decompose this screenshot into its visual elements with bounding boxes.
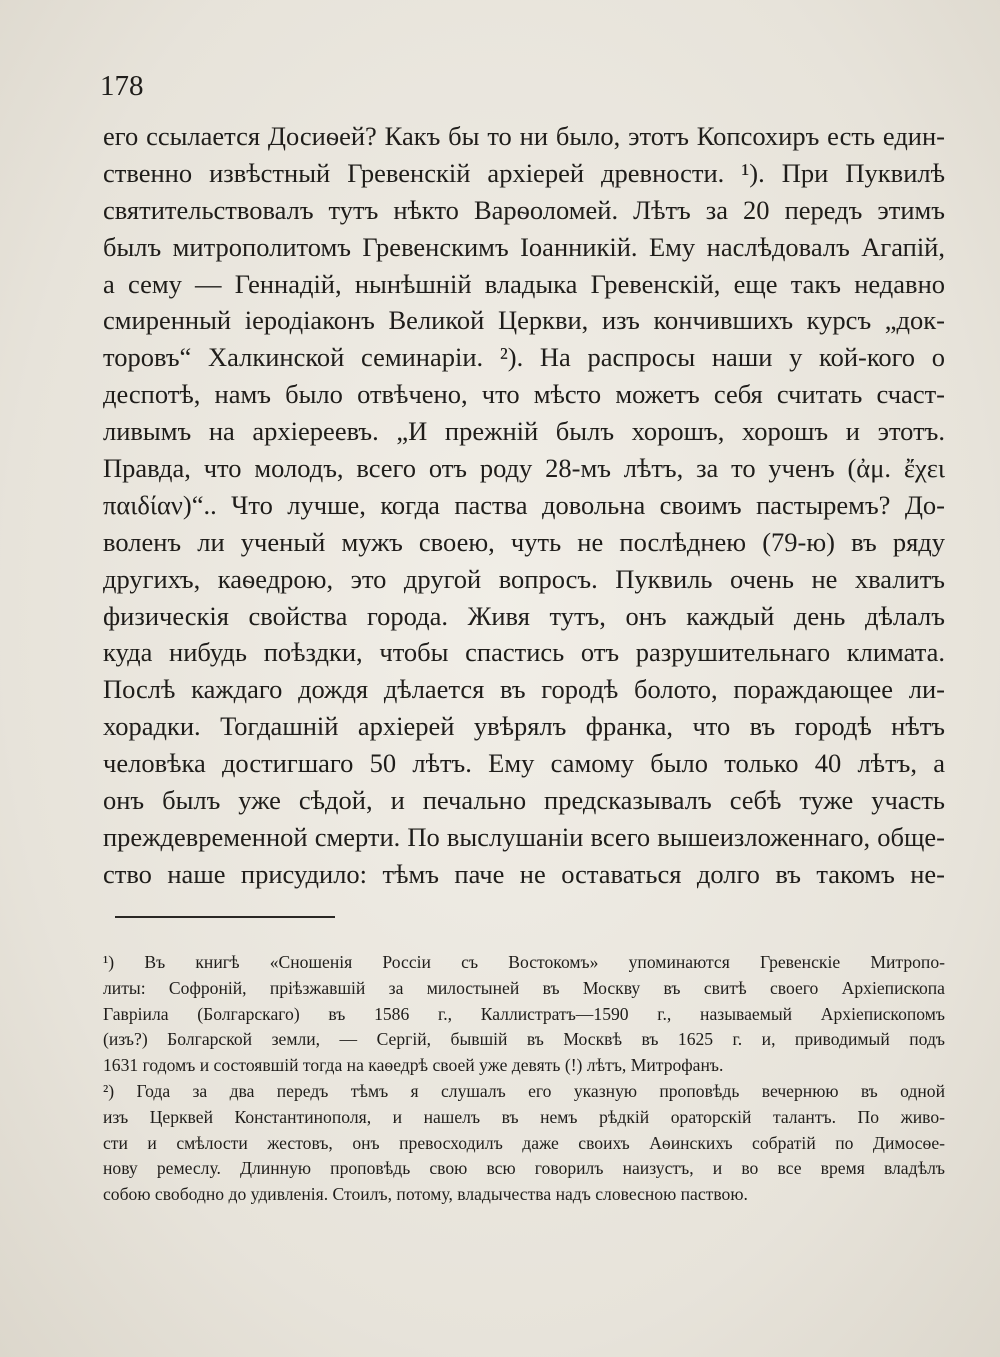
footnote-line: ²) Года за два передъ тѣмъ я слушалъ его указную проповѣдь вечернюю въ одной	[103, 1080, 945, 1101]
footnote-2	[103, 1079, 945, 1208]
text-line: а сему — Геннадій, нынѣшній владыка Гревенскій, еще такъ недавно	[103, 268, 945, 299]
footnote-line: 1631 годомъ и состоявшій тогда на каѳедрѣ своей уже девять (!) лѣтъ, Митрофанъ.	[103, 1055, 724, 1076]
text-line: куда нибудь поѣздки, чтобы спастись отъ разрушительнаго климата.	[103, 637, 945, 668]
footnote-line: ¹) Въ книгѣ «Сношенія Россіи съ Востокомъ» упоминаются Гревенскіе Митропо-	[103, 952, 945, 972]
main-text	[103, 118, 945, 893]
footnote-line: Гавріила (Болгарскаго) въ 1586 г., Каллистратъ—1590 г., называемый Архіепископомъ	[103, 1003, 945, 1024]
text-line: воленъ ли ученый мужъ своею, чуть не послѣднею (79-ю) въ ряду	[103, 526, 945, 557]
text-line: ливымъ на архіереевъ. „И прежній былъ хорошъ, хорошъ и этотъ.	[103, 416, 945, 447]
text-line: физическія свойства города. Живя тутъ, онъ каждый день дѣлалъ	[103, 600, 945, 631]
text-line: деспотѣ, намъ было отвѣчено, что мѣсто можетъ себя считать счаст-	[103, 379, 945, 410]
text-line: преждевременной смерти. По выслушаніи всего вышеизложеннаго, обще-	[103, 821, 945, 852]
footnote-separator	[115, 916, 335, 918]
text-line: былъ митрополитомъ Гревенскимъ Іоанникій. Ему наслѣдовалъ Агапій,	[103, 231, 945, 262]
footnote-line: нову ремеслу. Длинную проповѣдь свою всю говорилъ наизустъ, и во все время владѣлъ	[103, 1158, 945, 1179]
text-line: ство наше присудило: тѣмъ паче не оставаться долго въ такомъ не-	[103, 858, 945, 889]
text-line: Послѣ каждаго дождя дѣлается въ городѣ болото, пораждающее ли-	[103, 674, 945, 705]
text-line: другихъ, каѳедрою, это другой вопросъ. Пуквиль очень не хвалитъ	[103, 563, 945, 594]
text-line: человѣка достигшаго 50 лѣтъ. Ему самому было только 40 лѣтъ, а	[103, 748, 945, 779]
footnote-line: литы: Софроній, пріѣзжавшій за милостыней въ Москву въ свитѣ своего Архіепископа	[103, 977, 945, 998]
footnote-line: изъ Церквей Константинополя, и нашелъ въ немъ рѣдкій ораторскій талантъ. По живо-	[103, 1106, 945, 1127]
footnote-line: (изъ?) Болгарской земли, — Сергій, бывшій въ Москвѣ въ 1625 г. и, приводимый подъ	[103, 1029, 945, 1050]
text-line: его ссылается Досиѳей? Какъ бы то ни было, этотъ Копсохиръ есть един-	[103, 121, 945, 151]
text-line: торовъ“ Халкинской семинаріи. ²). На распросы наши у кой-кого о	[103, 342, 945, 373]
footnote-1	[103, 950, 945, 1079]
text-line: παιδίαν)“.. Что лучше, когда паства довольна своимъ пастыремъ? До-	[103, 489, 945, 520]
footnote-line: собою свободно до удивленія. Стоилъ, потому, владычества надъ словесною паствою.	[103, 1184, 748, 1205]
page-number: 178	[100, 70, 144, 102]
footnote-line: сти и смѣлости жестовъ, онъ превосходилъ даже своихъ Аѳинскихъ собратій по Димосѳе-	[103, 1132, 945, 1153]
text-line: онъ былъ уже сѣдой, и печально предсказывалъ себѣ туже участь	[103, 785, 945, 816]
text-line: Правда, что молодъ, всего отъ роду 28-мъ лѣтъ, за то ученъ (ἀμ. ἔχει	[103, 453, 945, 484]
text-line: святительствовалъ тутъ нѣкто Варѳоломей. Лѣтъ за 20 передъ этимъ	[103, 194, 945, 225]
footnotes	[103, 950, 945, 1208]
text-line: хорадки. Тогдашній архіерей увѣрялъ франка, что въ городѣ нѣтъ	[103, 711, 945, 742]
text-line: ственно извѣстный Гревенскій архіерей древности. ¹). При Пуквилѣ	[103, 157, 945, 188]
text-line: смиренный іеродіаконъ Великой Церкви, изъ кончившихъ курсъ „док-	[103, 305, 945, 336]
